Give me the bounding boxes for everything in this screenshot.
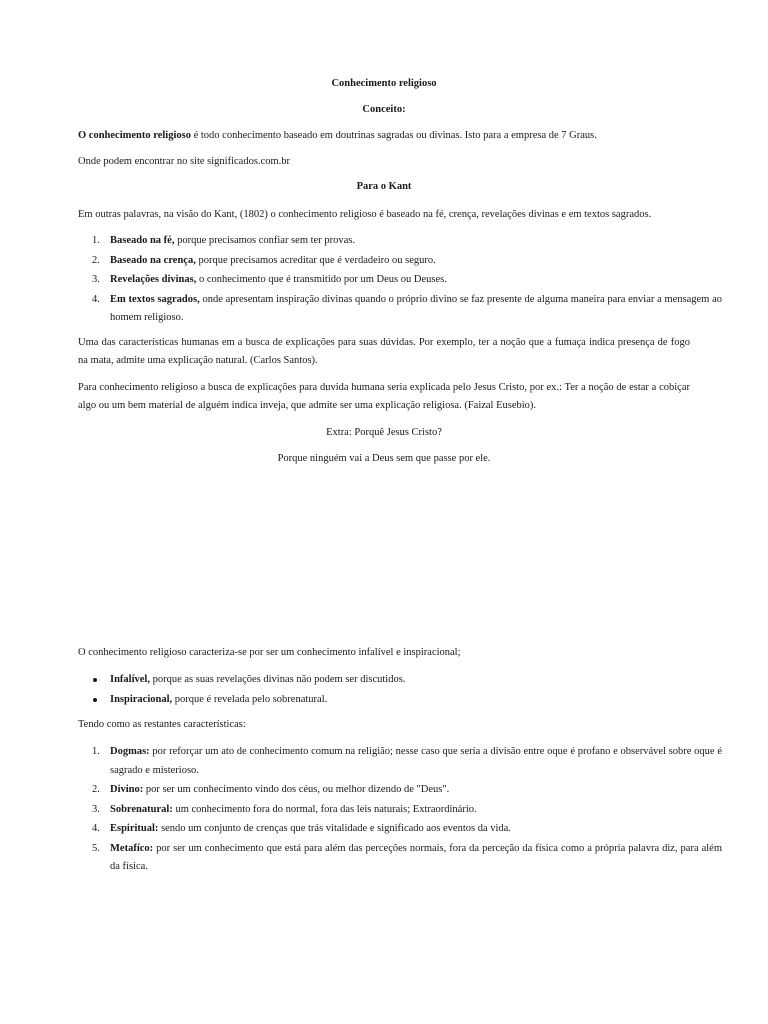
- bullet-item: [110, 691, 722, 710]
- document-subtitle: Conceito:: [362, 104, 406, 115]
- list-item-text: onde apresentam inspiração divinas quando o próprio divino se faz presente de alguma maneira para enviar a mensagem ao homem religioso.: [110, 293, 722, 323]
- list-item: [92, 291, 722, 328]
- definition-text: é todo conhecimento baseado em doutrinas sagradas ou divinas. Isto para a empresa de 7 Graus.: [190, 130, 597, 141]
- list-item-text: por reforçar um ato de conhecimento comum na religião; nesse caso que seria a divisão entre oque é profano e observável sobre oque é sagrado e misterioso.: [110, 746, 722, 776]
- list-number: 3.: [92, 274, 100, 285]
- paragraph-definition: [78, 127, 690, 145]
- paragraph-source: Onde podem encontrar no site significados.com.br: [78, 156, 290, 167]
- definition-term: O conhecimento religioso: [78, 130, 191, 141]
- remaining-characteristics-list: [78, 743, 722, 878]
- bullet-text: porque as suas revelações divinas não podem ser discutidos.: [149, 674, 406, 685]
- list-number: 2.: [92, 254, 100, 266]
- bullet-term: Inspiracional,: [110, 693, 173, 705]
- list-item-text: porque precisamos acreditar que é verdadeiro ou seguro.: [195, 254, 436, 266]
- characteristics-bullets: [78, 671, 722, 710]
- list-number: 1.: [92, 746, 100, 757]
- bullet-item: [110, 671, 722, 690]
- kant-list: [78, 232, 722, 329]
- list-item: [92, 781, 722, 800]
- bullet-marker: [93, 678, 97, 682]
- bullet-text: porque é revelada pelo sobrenatural.: [172, 693, 328, 705]
- list-item-text: o conhecimento que é transmitido por um Deus ou Deuses.: [196, 274, 447, 285]
- paragraph-remaining: Tendo como as restantes características:: [78, 719, 246, 730]
- list-item-term: Revelações divinas,: [110, 274, 197, 285]
- document-title: Conhecimento religioso: [331, 78, 437, 89]
- list-item-term: Em textos sagrados,: [110, 293, 200, 305]
- list-item-text: por ser um conhecimento que está para além das perceções normais, fora da perceção da física como a própria palavra diz, para além da física.: [110, 842, 722, 872]
- bullet-term: Infalível,: [110, 674, 150, 685]
- list-item-term: Espiritual:: [110, 823, 159, 834]
- list-item: [92, 252, 722, 271]
- list-item-text: por ser um conhecimento vindo dos céus, ou melhor dizendo de "Deus".: [143, 784, 450, 795]
- list-number: 5.: [92, 842, 100, 854]
- kant-heading: Para o Kant: [356, 181, 412, 192]
- list-number: 4.: [92, 823, 100, 834]
- list-item-text: um conhecimento fora do normal, fora das leis naturais; Extraordinário.: [172, 803, 477, 815]
- list-item-term: Baseado na fé,: [110, 235, 175, 246]
- list-item: [92, 820, 722, 839]
- list-item-term: Divino:: [110, 784, 144, 795]
- list-number: 1.: [92, 235, 100, 246]
- list-item: [92, 271, 722, 290]
- extra-question: Extra: Porquê Jesus Cristo?: [326, 427, 442, 438]
- paragraph-characteristics: O conhecimento religioso caracteriza-se por ser um conhecimento infalível e inspiracional;: [78, 647, 461, 658]
- list-number: 2.: [92, 784, 100, 795]
- paragraph-example-natural: Uma das características humanas em a busca de explicações para suas dúvidas. Por exemplo, ter a noção que a fumaça indica presença de fogo na mata, admite uma explicação natural. (Carlos Santos).: [78, 337, 690, 366]
- list-item-term: Baseado na crença,: [110, 254, 196, 266]
- list-item: [92, 801, 722, 820]
- list-item-term: Sobrenatural:: [110, 803, 173, 815]
- list-item: [92, 840, 722, 877]
- list-item-text: sendo um conjunto de crenças que trás vitalidade e significado aos eventos da vida.: [158, 823, 511, 834]
- list-item: [92, 232, 722, 251]
- list-item: [92, 743, 722, 780]
- list-item-text: porque precisamos confiar sem ter provas.: [174, 235, 355, 246]
- paragraph-kant: Em outras palavras, na visão do Kant, (1802) o conhecimento religioso é baseado na fé, crença, revelações divinas e em textos sagrados.: [78, 209, 652, 220]
- list-item-term: Dogmas:: [110, 746, 150, 757]
- list-number: 3.: [92, 803, 100, 815]
- bullet-marker: [93, 698, 97, 702]
- extra-answer: Porque ninguém vai a Deus sem que passe por ele.: [277, 453, 491, 464]
- list-number: 4.: [92, 293, 100, 305]
- paragraph-example-religious: Para conhecimento religioso a busca de explicações para duvida humana seria explicada pelo Jesus Cristo, por ex.: Ter a noção de estar a cobiçar algo ou um bem material de alguém indica inveja, que admite ser uma explicação religiosa. (Faizal Eusebio).: [78, 382, 690, 411]
- list-item-term: Metafíco:: [110, 842, 154, 854]
